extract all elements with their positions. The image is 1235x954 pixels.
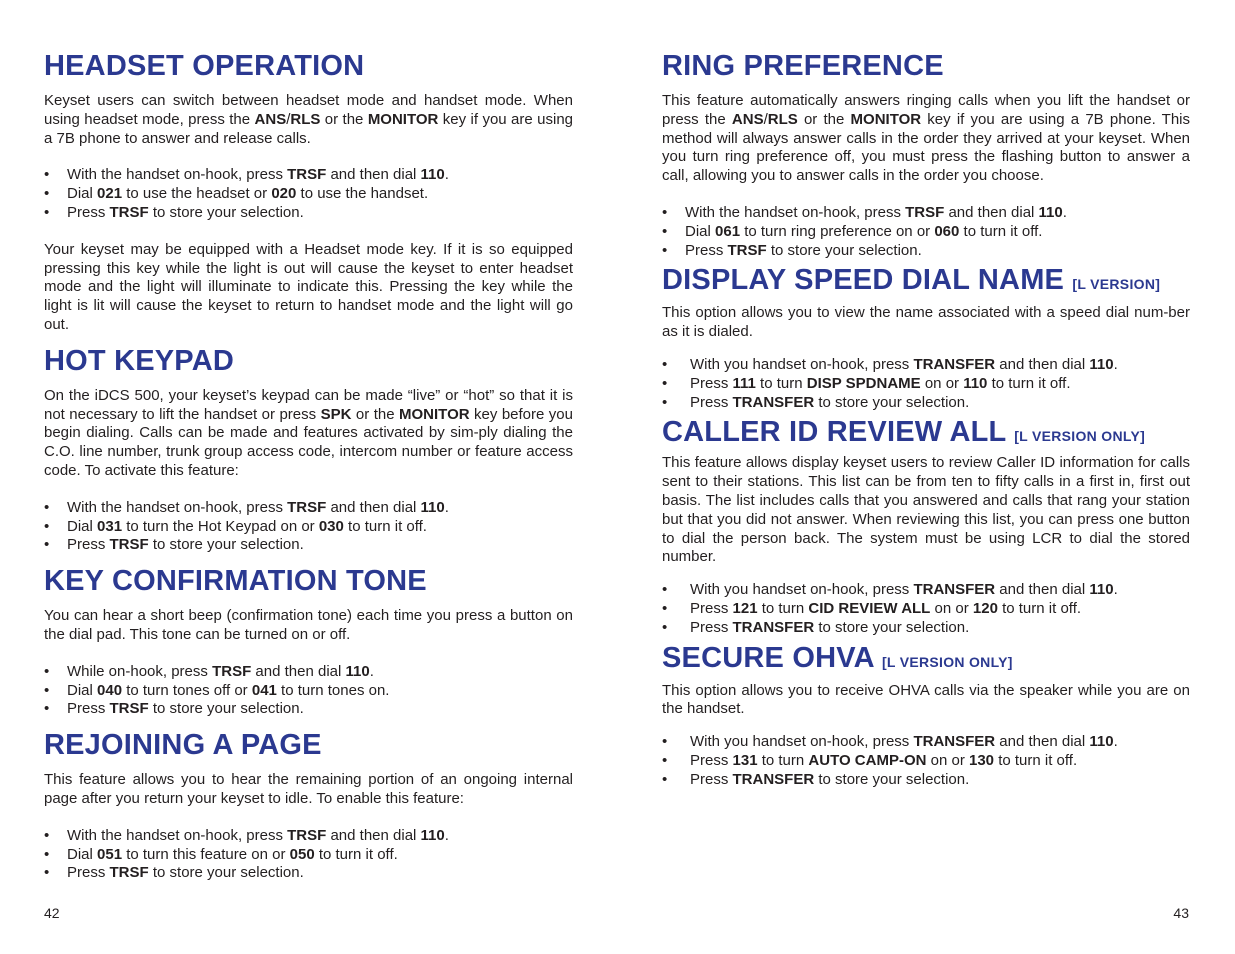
- section-intro: This feature allows display keyset users to review Caller ID information for calls sent to their stations. This list can be from ten to fifty calls in a first in, first out basis. The list includes calls that you answered and calls that rang your station but that you did not answer. When reviewing this list, you can press one button to dial the person back. The system must be using LCR to dial the stored number.: [662, 454, 1190, 566]
- list-item: • Press TRSF to store your selection.: [44, 700, 304, 718]
- section-intro: This feature automatically answers ringing calls when you lift the handset or press the ANS/RLS or the MONITOR key if you are using a 7B phone. This method will always answer calls in the order they arrived at your keyset. When you turn ring preference off, you must press the flashing button to answer a call, allowing you to answer calls in the order you choose.: [662, 92, 1190, 185]
- list-item: • Press TRSF to store your selection.: [662, 241, 922, 259]
- list-item: • With the handset on-hook, press TRSF and then dial 110.: [662, 203, 1067, 221]
- list-item: • Press TRSF to store your selection.: [44, 203, 304, 221]
- right-page-column: [662, 48, 1190, 790]
- section-title: RING PREFERENCE: [662, 50, 944, 82]
- section-ring-preference: [662, 48, 1190, 260]
- section-display-speed-dial-name: [662, 262, 1190, 412]
- step-list: [662, 581, 1190, 637]
- list-item: • Press TRSF to store your selection.: [44, 536, 304, 554]
- step-list: [44, 166, 573, 222]
- list-item: • Dial 031 to turn the Hot Keypad on or 030 to turn it off.: [44, 517, 427, 535]
- list-item: • Press TRSF to store your selection.: [44, 864, 304, 882]
- section-caller-id-review-all: [662, 414, 1190, 637]
- list-item: • With you handset on-hook, press TRANSFER and then dial 110.: [662, 733, 1118, 751]
- section-title: REJOINING A PAGE: [44, 729, 322, 762]
- list-item: • Dial 040 to turn tones off or 041 to turn tones on.: [44, 681, 390, 699]
- section-intro: This option allows you to view the name associated with a speed dial num-ber as it is dialed.: [662, 304, 1190, 341]
- list-item: • With the handset on-hook, press TRSF and then dial 110.: [44, 166, 449, 184]
- list-item: • Press 121 to turn CID REVIEW ALL on or 120 to turn it off.: [662, 599, 1082, 617]
- list-item: • Dial 021 to use the headset or 020 to use the handset.: [44, 185, 429, 203]
- section-title: HEADSET OPERATION: [44, 50, 365, 82]
- step-list: [662, 356, 1190, 412]
- version-tag: [L VERSION]: [1072, 276, 1161, 293]
- list-item: • Press 111 to turn DISP SPDNAME on or 110 to turn it off.: [662, 374, 1071, 392]
- version-tag: [L VERSION ONLY]: [881, 653, 1013, 670]
- section-note: Your keyset may be equipped with a Headset mode key. If it is so equipped pressing this key while the light is out will cause the keyset to enter headset mode and the light will illuminate to indicate this. Pressing the key while the light is lit will cause the keyset to return to handset mode and the light will go out.: [44, 240, 573, 333]
- page-number-left: 42: [44, 905, 60, 921]
- section-intro: This option allows you to receive OHVA calls via the speaker while you are on the handset.: [662, 681, 1190, 718]
- list-item: • Press TRANSFER to store your selection.: [662, 618, 970, 636]
- list-item: • With the handset on-hook, press TRSF and then dial 110.: [44, 498, 449, 516]
- section-title: SECURE OHVA [L VERSION ONLY]: [662, 641, 1013, 674]
- version-tag: [L VERSION ONLY]: [1014, 428, 1146, 445]
- section-secure-ohva: [662, 640, 1190, 790]
- list-item: • While on-hook, press TRSF and then dial 110.: [44, 662, 374, 680]
- section-rejoining-a-page: [44, 727, 573, 883]
- left-page-column: [44, 48, 573, 883]
- page-number-right: 43: [1173, 905, 1189, 921]
- list-item: • With you handset on-hook, press TRANSFER and then dial 110.: [662, 355, 1118, 373]
- list-item: • With you handset on-hook, press TRANSFER and then dial 110.: [662, 581, 1118, 599]
- section-intro: On the iDCS 500, your keyset’s keypad can be made “live” or “hot” so that it is not necessary to lift the handset or press SPK or the MONITOR key before you begin dialing. Calls can be made and features activated by sim-ply dialing the C.O. line number, trunk group access code, intercom number or feature access code. To activate this feature:: [44, 386, 573, 479]
- section-intro: Keyset users can switch between headset mode and handset mode. When using headset mode, press the ANS/RLS or the MONITOR key if you are using a 7B phone to answer and release calls.: [44, 92, 574, 147]
- section-title: CALLER ID REVIEW ALL [L VERSION ONLY]: [662, 416, 1146, 449]
- list-item: • Dial 051 to turn this feature on or 050 to turn it off.: [44, 845, 398, 863]
- step-list: [662, 733, 1190, 789]
- section-intro: You can hear a short beep (confirmation tone) each time you press a button on the dial pad. This tone can be turned on or off.: [44, 607, 573, 643]
- list-item: • Press TRANSFER to store your selection.: [662, 393, 970, 411]
- section-hot-keypad: [44, 343, 573, 555]
- section-title: HOT KEYPAD: [44, 344, 234, 377]
- list-item: • With the handset on-hook, press TRSF and then dial 110.: [44, 826, 449, 844]
- section-intro: This feature allows you to hear the remaining portion of an ongoing internal page after you return your keyset to idle. To enable this feature:: [44, 771, 573, 807]
- step-list: [44, 499, 573, 555]
- list-item: • Dial 061 to turn ring preference on or 060 to turn it off.: [662, 222, 1043, 240]
- section-headset-operation: [44, 48, 573, 335]
- list-item: • Press TRANSFER to store your selection.: [662, 770, 970, 788]
- list-item: • Press 131 to turn AUTO CAMP-ON on or 130 to turn it off.: [662, 751, 1078, 769]
- step-list: [44, 827, 573, 883]
- step-list: [662, 204, 1190, 260]
- section-title: DISPLAY SPEED DIAL NAME [L VERSION]: [662, 264, 1161, 297]
- section-title: KEY CONFIRMATION TONE: [44, 565, 427, 598]
- step-list: [44, 663, 573, 719]
- section-key-confirmation-tone: [44, 563, 573, 719]
